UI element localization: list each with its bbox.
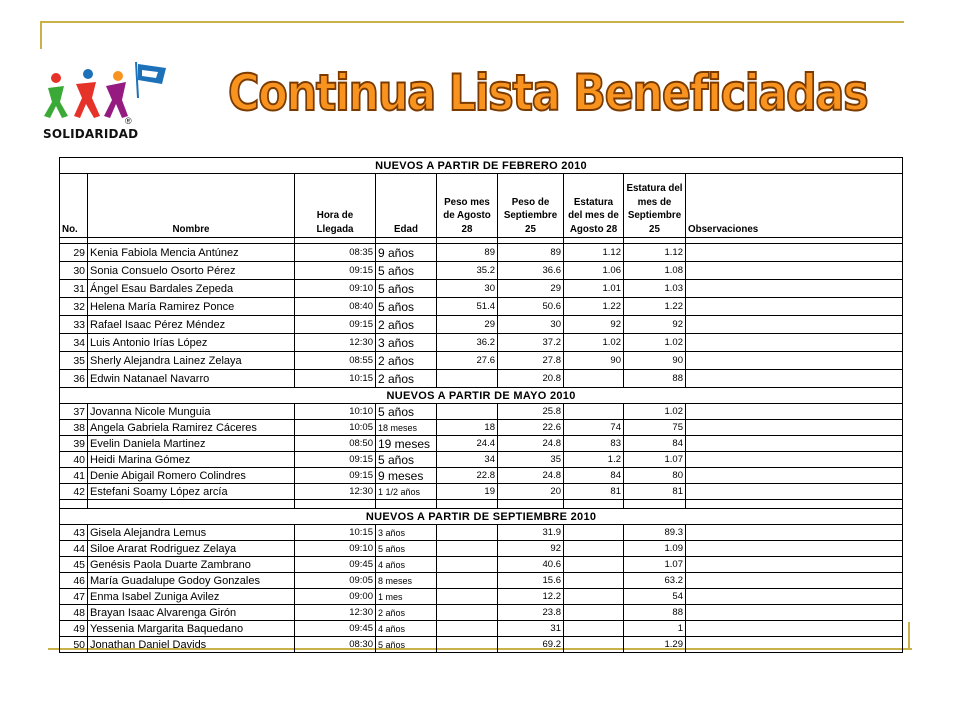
cell-hora: 10:15 xyxy=(295,370,376,388)
cell-est_sep: 75 xyxy=(624,420,686,436)
table-row xyxy=(60,370,903,388)
cell-no: 29 xyxy=(60,244,88,262)
cell-peso_sep: 37.2 xyxy=(498,334,564,352)
cell-no: 42 xyxy=(60,484,88,500)
table-row xyxy=(60,262,903,280)
cell-est_ago: 84 xyxy=(564,468,624,484)
cell-est_sep: 81 xyxy=(624,484,686,500)
cell-est_ago xyxy=(564,404,624,420)
cell-obs xyxy=(686,541,903,557)
cell-hora: 08:40 xyxy=(295,298,376,316)
logo-registered-mark: ® xyxy=(125,116,132,126)
cell-est_sep: 88 xyxy=(624,605,686,621)
cell-peso_sep: 92 xyxy=(498,541,564,557)
cell-est_ago xyxy=(564,541,624,557)
cell-obs xyxy=(686,352,903,370)
cell-nombre: Enma Isabel Zuniga Avilez xyxy=(88,589,295,605)
cell-est_ago: 1.06 xyxy=(564,262,624,280)
cell-est_sep: 1.07 xyxy=(624,452,686,468)
cell-no: 45 xyxy=(60,557,88,573)
cell-peso_sep: 69.2 xyxy=(498,637,564,653)
cell-peso_sep: 89 xyxy=(498,244,564,262)
frame-line-left xyxy=(40,21,42,49)
cell-est_ago: 1.2 xyxy=(564,452,624,468)
section-title: NUEVOS A PARTIR DE SEPTIEMBRE 2010 xyxy=(60,509,903,525)
section-header-row xyxy=(60,388,903,404)
cell-hora: 10:10 xyxy=(295,404,376,420)
cell-est_sep: 1 xyxy=(624,621,686,637)
cell-edad: 9 meses xyxy=(376,468,437,484)
cell-peso_ago xyxy=(437,589,498,605)
cell-est_sep: 90 xyxy=(624,352,686,370)
cell-peso_ago xyxy=(437,525,498,541)
spacer-cell xyxy=(686,500,903,509)
cell-no: 34 xyxy=(60,334,88,352)
cell-peso_ago xyxy=(437,621,498,637)
cell-hora: 09:45 xyxy=(295,621,376,637)
cell-obs xyxy=(686,637,903,653)
cell-peso_ago xyxy=(437,541,498,557)
cell-obs xyxy=(686,557,903,573)
cell-est_sep: 92 xyxy=(624,316,686,334)
cell-peso_sep: 25.8 xyxy=(498,404,564,420)
cell-edad: 19 meses xyxy=(376,436,437,452)
cell-nombre: Siloe Ararat Rodriguez Zelaya xyxy=(88,541,295,557)
cell-hora: 09:00 xyxy=(295,589,376,605)
cell-est_sep: 54 xyxy=(624,589,686,605)
cell-peso_ago: 35.2 xyxy=(437,262,498,280)
cell-peso_sep: 24.8 xyxy=(498,436,564,452)
cell-no: 46 xyxy=(60,573,88,589)
column-header-no: No. xyxy=(60,174,88,238)
cell-edad: 5 años xyxy=(376,541,437,557)
table-row xyxy=(60,589,903,605)
cell-peso_ago: 29 xyxy=(437,316,498,334)
column-header-row xyxy=(60,174,903,238)
cell-est_sep: 1.03 xyxy=(624,280,686,298)
cell-peso_sep: 27.8 xyxy=(498,352,564,370)
cell-no: 47 xyxy=(60,589,88,605)
cell-peso_sep: 20.8 xyxy=(498,370,564,388)
cell-hora: 09:15 xyxy=(295,452,376,468)
cell-edad: 18 meses xyxy=(376,420,437,436)
section-title: NUEVOS A PARTIR DE MAYO 2010 xyxy=(60,388,903,404)
cell-peso_sep: 12.2 xyxy=(498,589,564,605)
cell-peso_ago: 24.4 xyxy=(437,436,498,452)
cell-edad: 5 años xyxy=(376,262,437,280)
cell-hora: 09:45 xyxy=(295,557,376,573)
cell-nombre: Denie Abigail Romero Colindres xyxy=(88,468,295,484)
cell-nombre: Evelin Daniela Martinez xyxy=(88,436,295,452)
column-header-edad: Edad xyxy=(376,174,437,238)
cell-no: 35 xyxy=(60,352,88,370)
cell-hora: 09:15 xyxy=(295,316,376,334)
cell-hora: 09:15 xyxy=(295,468,376,484)
cell-no: 39 xyxy=(60,436,88,452)
cell-obs xyxy=(686,621,903,637)
cell-obs xyxy=(686,573,903,589)
cell-no: 43 xyxy=(60,525,88,541)
cell-peso_sep: 30 xyxy=(498,316,564,334)
table-row xyxy=(60,420,903,436)
cell-edad: 4 años xyxy=(376,557,437,573)
cell-no: 33 xyxy=(60,316,88,334)
cell-obs xyxy=(686,468,903,484)
cell-nombre: Kenia Fabiola Mencia Antúnez xyxy=(88,244,295,262)
cell-peso_ago: 89 xyxy=(437,244,498,262)
table-row xyxy=(60,316,903,334)
cell-est_sep: 1.12 xyxy=(624,244,686,262)
cell-nombre: Sherly Alejandra Lainez Zelaya xyxy=(88,352,295,370)
table-row xyxy=(60,334,903,352)
table-row xyxy=(60,452,903,468)
page-title: Continua Lista Beneficiadas xyxy=(228,64,868,122)
cell-edad: 1 1/2 años xyxy=(376,484,437,500)
cell-est_sep: 84 xyxy=(624,436,686,452)
cell-nombre: Helena María Ramirez Ponce xyxy=(88,298,295,316)
cell-est_ago: 1.22 xyxy=(564,298,624,316)
cell-obs xyxy=(686,452,903,468)
cell-edad: 4 años xyxy=(376,621,437,637)
cell-peso_sep: 15.6 xyxy=(498,573,564,589)
cell-edad: 2 años xyxy=(376,352,437,370)
cell-peso_ago xyxy=(437,404,498,420)
cell-peso_sep: 36.6 xyxy=(498,262,564,280)
spacer-cell xyxy=(498,500,564,509)
cell-peso_ago: 34 xyxy=(437,452,498,468)
cell-obs xyxy=(686,262,903,280)
spacer-cell xyxy=(376,500,437,509)
cell-obs xyxy=(686,334,903,352)
cell-est_sep: 1.22 xyxy=(624,298,686,316)
cell-no: 32 xyxy=(60,298,88,316)
table-row xyxy=(60,525,903,541)
cell-nombre: Angela Gabriela Ramirez Cáceres xyxy=(88,420,295,436)
cell-nombre: Gisela Alejandra Lemus xyxy=(88,525,295,541)
cell-est_ago: 1.01 xyxy=(564,280,624,298)
cell-edad: 5 años xyxy=(376,280,437,298)
table-row xyxy=(60,484,903,500)
cell-nombre: Luis Antonio Irías López xyxy=(88,334,295,352)
table-row xyxy=(60,298,903,316)
cell-edad: 5 años xyxy=(376,298,437,316)
cell-edad: 3 años xyxy=(376,525,437,541)
cell-no: 38 xyxy=(60,420,88,436)
cell-hora: 08:55 xyxy=(295,352,376,370)
cell-est_sep: 1.07 xyxy=(624,557,686,573)
cell-hora: 10:15 xyxy=(295,525,376,541)
cell-est_ago xyxy=(564,573,624,589)
frame-line-right xyxy=(908,622,910,650)
cell-est_ago xyxy=(564,525,624,541)
cell-peso_sep: 29 xyxy=(498,280,564,298)
cell-nombre: Sonia Consuelo Osorto Pérez xyxy=(88,262,295,280)
cell-obs xyxy=(686,436,903,452)
cell-est_sep: 1.02 xyxy=(624,404,686,420)
cell-hora: 08:30 xyxy=(295,637,376,653)
cell-edad: 5 años xyxy=(376,637,437,653)
cell-peso_sep: 23.8 xyxy=(498,605,564,621)
cell-edad: 3 años xyxy=(376,334,437,352)
cell-peso_sep: 24.8 xyxy=(498,468,564,484)
cell-nombre: Brayan Isaac Alvarenga Girón xyxy=(88,605,295,621)
cell-obs xyxy=(686,484,903,500)
cell-no: 30 xyxy=(60,262,88,280)
cell-est_ago xyxy=(564,621,624,637)
cell-hora: 09:15 xyxy=(295,262,376,280)
cell-est_ago: 81 xyxy=(564,484,624,500)
cell-hora: 09:05 xyxy=(295,573,376,589)
table-row xyxy=(60,573,903,589)
table-row xyxy=(60,404,903,420)
cell-hora: 09:10 xyxy=(295,541,376,557)
cell-no: 37 xyxy=(60,404,88,420)
cell-no: 41 xyxy=(60,468,88,484)
cell-no: 36 xyxy=(60,370,88,388)
column-header-peso_sep: Peso de Septiembre 25 xyxy=(498,174,564,238)
cell-nombre: Heidi Marina Gómez xyxy=(88,452,295,468)
spacer-cell xyxy=(437,500,498,509)
cell-est_sep: 1.08 xyxy=(624,262,686,280)
table-row xyxy=(60,352,903,370)
cell-est_sep: 1.29 xyxy=(624,637,686,653)
cell-peso_sep: 31 xyxy=(498,621,564,637)
cell-peso_ago: 18 xyxy=(437,420,498,436)
cell-hora: 08:35 xyxy=(295,244,376,262)
cell-no: 40 xyxy=(60,452,88,468)
cell-edad: 5 años xyxy=(376,452,437,468)
cell-edad: 2 años xyxy=(376,605,437,621)
cell-est_ago: 92 xyxy=(564,316,624,334)
cell-nombre: Edwin Natanael Navarro xyxy=(88,370,295,388)
logo-text: SOLIDARIDAD xyxy=(43,127,139,141)
section-header-row xyxy=(60,158,903,174)
cell-peso_ago: 22.8 xyxy=(437,468,498,484)
table-row xyxy=(60,557,903,573)
cell-nombre: Jonathan Daniel Davids xyxy=(88,637,295,653)
cell-peso_ago: 36.2 xyxy=(437,334,498,352)
column-header-hora: Hora de Llegada xyxy=(295,174,376,238)
cell-peso_ago: 51.4 xyxy=(437,298,498,316)
cell-peso_sep: 40.6 xyxy=(498,557,564,573)
cell-no: 50 xyxy=(60,637,88,653)
spacer-cell xyxy=(295,500,376,509)
cell-est_ago: 1.12 xyxy=(564,244,624,262)
cell-obs xyxy=(686,605,903,621)
cell-no: 44 xyxy=(60,541,88,557)
cell-est_ago: 83 xyxy=(564,436,624,452)
table-row xyxy=(60,605,903,621)
cell-edad: 8 meses xyxy=(376,573,437,589)
cell-peso_ago: 27.6 xyxy=(437,352,498,370)
table-row xyxy=(60,280,903,298)
cell-est_sep: 89.3 xyxy=(624,525,686,541)
cell-est_ago: 1.02 xyxy=(564,334,624,352)
spacer-cell xyxy=(88,500,295,509)
table-row xyxy=(60,621,903,637)
cell-hora: 10:05 xyxy=(295,420,376,436)
table-row xyxy=(60,468,903,484)
cell-edad: 9 años xyxy=(376,244,437,262)
cell-obs xyxy=(686,525,903,541)
cell-peso_sep: 31.9 xyxy=(498,525,564,541)
cell-obs xyxy=(686,244,903,262)
spacer-cell xyxy=(564,500,624,509)
table-row xyxy=(60,436,903,452)
cell-peso_ago xyxy=(437,605,498,621)
column-header-est_ago: Estatura del mes de Agosto 28 xyxy=(564,174,624,238)
cell-edad: 2 años xyxy=(376,370,437,388)
cell-obs xyxy=(686,370,903,388)
cell-nombre: Genésis Paola Duarte Zambrano xyxy=(88,557,295,573)
spacer-row xyxy=(60,500,903,509)
cell-est_ago: 90 xyxy=(564,352,624,370)
cell-hora: 12:30 xyxy=(295,334,376,352)
cell-obs xyxy=(686,404,903,420)
cell-est_sep: 88 xyxy=(624,370,686,388)
cell-peso_sep: 22.6 xyxy=(498,420,564,436)
cell-edad: 5 años xyxy=(376,404,437,420)
cell-obs xyxy=(686,589,903,605)
cell-nombre: Estefani Soamy López arcía xyxy=(88,484,295,500)
cell-obs xyxy=(686,316,903,334)
frame-line-top xyxy=(40,21,904,23)
cell-edad: 2 años xyxy=(376,316,437,334)
cell-peso_ago xyxy=(437,637,498,653)
cell-nombre: María Guadalupe Godoy Gonzales xyxy=(88,573,295,589)
cell-peso_ago: 19 xyxy=(437,484,498,500)
cell-est_ago xyxy=(564,557,624,573)
cell-est_ago: 74 xyxy=(564,420,624,436)
cell-obs xyxy=(686,420,903,436)
cell-est_ago xyxy=(564,605,624,621)
cell-peso_sep: 20 xyxy=(498,484,564,500)
spacer-cell xyxy=(60,500,88,509)
cell-peso_ago xyxy=(437,573,498,589)
cell-obs xyxy=(686,280,903,298)
table-row xyxy=(60,541,903,557)
cell-hora: 12:30 xyxy=(295,605,376,621)
beneficiaries-table xyxy=(59,157,903,653)
cell-peso_sep: 35 xyxy=(498,452,564,468)
section-header-row xyxy=(60,509,903,525)
cell-est_ago xyxy=(564,589,624,605)
cell-nombre: Yessenia Margarita Baquedano xyxy=(88,621,295,637)
column-header-nombre: Nombre xyxy=(88,174,295,238)
cell-hora: 12:30 xyxy=(295,484,376,500)
cell-no: 49 xyxy=(60,621,88,637)
cell-hora: 09:10 xyxy=(295,280,376,298)
cell-est_sep: 80 xyxy=(624,468,686,484)
cell-est_ago xyxy=(564,370,624,388)
cell-edad: 1 mes xyxy=(376,589,437,605)
cell-peso_ago xyxy=(437,557,498,573)
cell-nombre: Rafael Isaac Pérez Méndez xyxy=(88,316,295,334)
cell-peso_ago xyxy=(437,370,498,388)
column-header-est_sep: Estatura del mes de Septiembre 25 xyxy=(624,174,686,238)
spacer-cell xyxy=(624,500,686,509)
cell-est_sep: 1.09 xyxy=(624,541,686,557)
cell-peso_ago: 30 xyxy=(437,280,498,298)
cell-nombre: Ángel Esau Bardales Zepeda xyxy=(88,280,295,298)
column-header-peso_ago: Peso mes de Agosto 28 xyxy=(437,174,498,238)
cell-est_sep: 1.02 xyxy=(624,334,686,352)
cell-peso_sep: 50.6 xyxy=(498,298,564,316)
cell-no: 48 xyxy=(60,605,88,621)
cell-est_ago xyxy=(564,637,624,653)
cell-obs xyxy=(686,298,903,316)
cell-est_sep: 63.2 xyxy=(624,573,686,589)
cell-hora: 08:50 xyxy=(295,436,376,452)
table-row xyxy=(60,637,903,653)
table-row xyxy=(60,244,903,262)
column-header-obs: Observaciones xyxy=(686,174,903,238)
section-title: NUEVOS A PARTIR DE FEBRERO 2010 xyxy=(60,158,903,174)
cell-no: 31 xyxy=(60,280,88,298)
cell-nombre: Jovanna Nicole Munguia xyxy=(88,404,295,420)
